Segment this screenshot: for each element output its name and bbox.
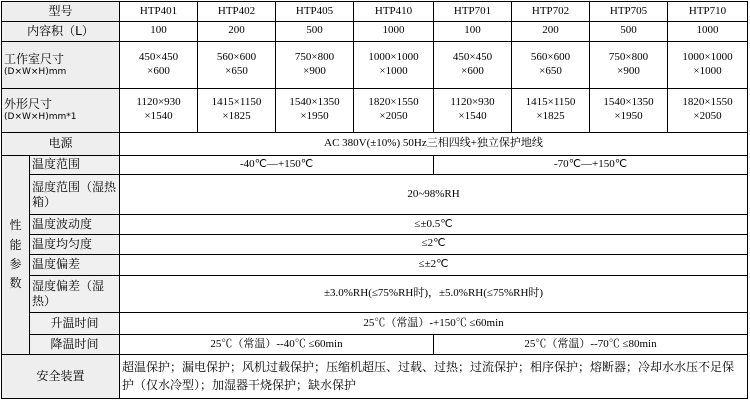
model-cell: HTP710 bbox=[668, 2, 748, 22]
volume-label: 内容积（L） bbox=[2, 21, 120, 41]
volume-cell: 200 bbox=[512, 21, 590, 41]
humidity-range-value: 20~98%RH bbox=[120, 175, 748, 215]
volume-cell: 200 bbox=[198, 21, 276, 41]
temp-range-right: -70℃—+150℃ bbox=[434, 155, 748, 175]
humidity-deviation-row bbox=[2, 275, 748, 313]
outer-size-label: 外形尺寸 (D×W×H)mm*1 bbox=[2, 88, 120, 132]
safety-label: 安全装置 bbox=[2, 355, 120, 399]
model-cell: HTP401 bbox=[120, 2, 198, 22]
model-row bbox=[2, 2, 748, 22]
outer-size-cell: 1540×1350 ×1950 bbox=[590, 88, 668, 132]
spec-table bbox=[1, 1, 748, 399]
inner-size-cell: 450×450 ×600 bbox=[120, 41, 198, 88]
inner-size-cell: 560×600 ×650 bbox=[198, 41, 276, 88]
inner-size-cell: 560×600 ×650 bbox=[512, 41, 590, 88]
inner-size-cell: 1000×1000 ×1000 bbox=[668, 41, 748, 88]
cooling-time-label: 降温时间 bbox=[30, 335, 120, 355]
outer-size-cell: 1120×930 ×1540 bbox=[434, 88, 512, 132]
inner-size-cell: 750×800 ×900 bbox=[276, 41, 354, 88]
inner-size-cell: 450×450 ×600 bbox=[434, 41, 512, 88]
outer-size-cell: 1820×1550 ×2050 bbox=[668, 88, 748, 132]
volume-cell: 100 bbox=[434, 21, 512, 41]
temp-deviation-value: ≤±2℃ bbox=[120, 254, 748, 275]
model-cell: HTP701 bbox=[434, 2, 512, 22]
temp-fluctuation-label: 温度波动度 bbox=[30, 215, 120, 235]
heating-time-row bbox=[2, 313, 748, 335]
temp-range-left: -40℃—+150℃ bbox=[120, 155, 434, 175]
volume-cell: 500 bbox=[590, 21, 668, 41]
outer-size-cell: 1415×1150 ×1825 bbox=[198, 88, 276, 132]
power-value: AC 380V(±10%) 50Hz三相四线+独立保护地线 bbox=[120, 132, 748, 155]
temp-fluctuation-value: ≤±0.5℃ bbox=[120, 215, 748, 235]
temp-deviation-label: 温度偏差 bbox=[30, 254, 120, 275]
performance-side-label: 性 能 参 数 bbox=[2, 155, 30, 355]
model-cell: HTP402 bbox=[198, 2, 276, 22]
model-cell: HTP705 bbox=[590, 2, 668, 22]
cooling-time-right: 25℃（常温）--70℃ ≤80min bbox=[434, 335, 748, 355]
outer-size-cell: 1120×930 ×1540 bbox=[120, 88, 198, 132]
model-cell: HTP405 bbox=[276, 2, 354, 22]
humidity-deviation-label: 湿度偏差（湿热） bbox=[30, 275, 120, 313]
heating-time-value: 25℃（常温）-+150℃ ≤60min bbox=[120, 313, 748, 335]
humidity-range-row bbox=[2, 175, 748, 215]
inner-size-label: 工作室尺寸 (D×W×H)mm bbox=[2, 41, 120, 88]
inner-size-cell: 1000×1000 ×1000 bbox=[354, 41, 434, 88]
power-label: 电源 bbox=[2, 132, 120, 155]
temp-fluctuation-row bbox=[2, 215, 748, 235]
safety-row bbox=[2, 355, 748, 399]
outer-size-cell: 1415×1150 ×1825 bbox=[512, 88, 590, 132]
inner-size-row bbox=[2, 41, 748, 88]
temp-range-label: 温度范围 bbox=[30, 155, 120, 175]
temp-range-row bbox=[2, 155, 748, 175]
humidity-deviation-value: ±3.0%RH(≤75%RH时)，±5.0%RH(≤75%RH时) bbox=[120, 275, 748, 313]
heating-time-label: 升温时间 bbox=[30, 313, 120, 335]
temp-uniformity-label: 温度均匀度 bbox=[30, 234, 120, 254]
outer-size-cell: 1540×1350 ×1950 bbox=[276, 88, 354, 132]
volume-row bbox=[2, 21, 748, 41]
model-cell: HTP410 bbox=[354, 2, 434, 22]
power-row bbox=[2, 132, 748, 155]
cooling-time-row bbox=[2, 335, 748, 355]
temp-uniformity-value: ≤2℃ bbox=[120, 234, 748, 254]
outer-size-cell: 1820×1550 ×2050 bbox=[354, 88, 434, 132]
volume-cell: 1000 bbox=[668, 21, 748, 41]
humidity-range-label: 湿度范围（湿热箱） bbox=[30, 175, 120, 215]
outer-size-row bbox=[2, 88, 748, 132]
inner-size-cell: 750×800 ×900 bbox=[590, 41, 668, 88]
temp-uniformity-row bbox=[2, 234, 748, 254]
cooling-time-left: 25℃（常温）--40℃ ≤60min bbox=[120, 335, 434, 355]
volume-cell: 100 bbox=[120, 21, 198, 41]
volume-cell: 500 bbox=[276, 21, 354, 41]
temp-deviation-row bbox=[2, 254, 748, 275]
volume-cell: 1000 bbox=[354, 21, 434, 41]
model-cell: HTP702 bbox=[512, 2, 590, 22]
safety-value: 超温保护；漏电保护；风机过载保护；压缩机超压、过载、过热；过流保护；相序保护；熔断器；冷却水水压不足保护（仅水冷型）；加湿器干烧保护；缺水保护 bbox=[120, 355, 748, 399]
model-label: 型号 bbox=[2, 2, 120, 22]
